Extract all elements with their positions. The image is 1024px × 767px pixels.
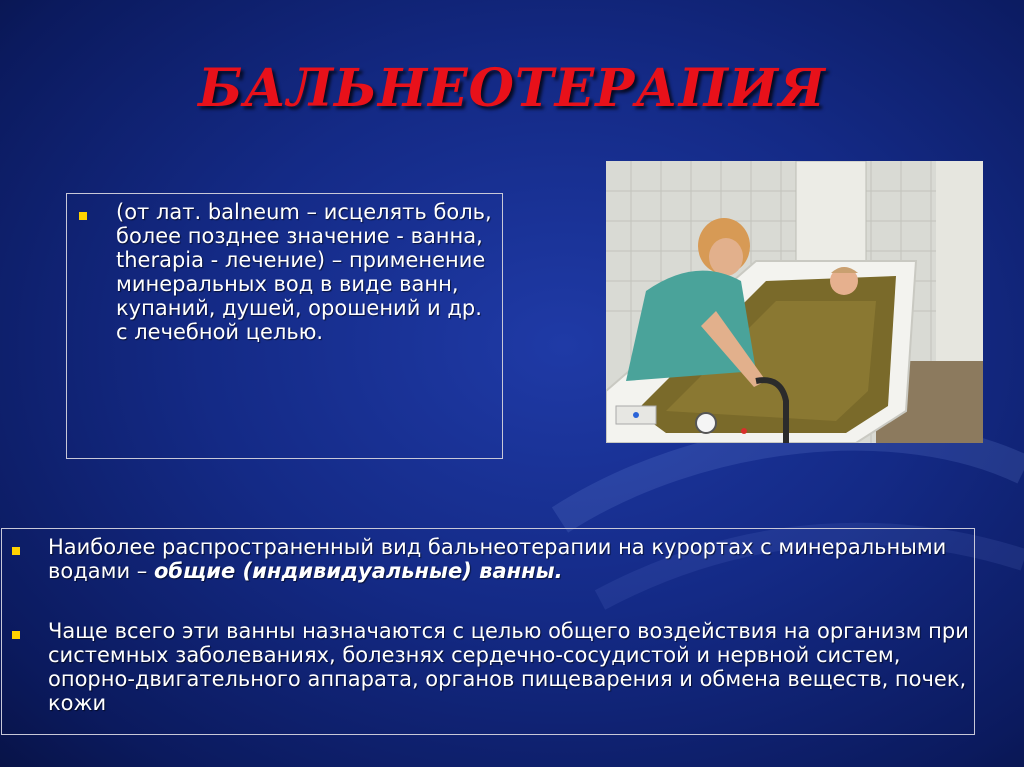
details-box [1, 528, 975, 735]
square-bullet-icon [12, 547, 20, 555]
square-bullet-icon [79, 212, 87, 220]
square-bullet-icon [12, 631, 20, 639]
definition-text: (от лат. balneum – исцелять боль, более позднее значение - ванна, therapia - лечение) – применение минеральных вод в виде ванн, купаний, душей, орошений и др. с лечебной целью. [116, 200, 492, 344]
bullet-body: Наиболее распространенный вид бальнеотерапии на курортах с минеральными водами – [48, 535, 947, 583]
bullet-text [48, 535, 978, 583]
bullet-body: Чаще всего эти ванны назначаются с целью общего воздействия на организм при системных заболеваниях, болезнях сердечно-сосудистой и нервной систем, опорно-двигательного аппарата, органов пищеварения и обмена веществ, почек, кожи [48, 619, 969, 715]
slide-title: БАЛЬНЕОТЕРАПИЯ [198, 58, 826, 119]
bullet-text [48, 619, 978, 715]
bullet-emphasis: общие (индивидуальные) ванны. [153, 559, 563, 583]
bath-photo [606, 161, 983, 443]
definition-box [66, 193, 503, 459]
